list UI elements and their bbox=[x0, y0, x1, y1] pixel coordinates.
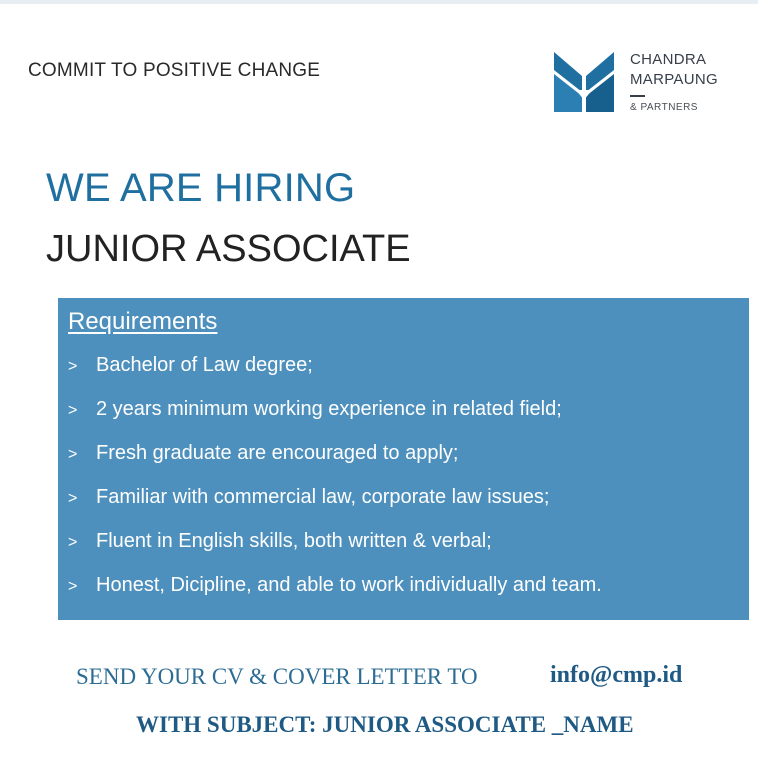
logo-name-line3: & PARTNERS bbox=[630, 102, 698, 113]
requirement-text: 2 years minimum working experience in related field; bbox=[96, 398, 562, 420]
position-title: JUNIOR ASSOCIATE bbox=[46, 228, 411, 270]
company-logo bbox=[552, 46, 752, 126]
bullet-chevron-icon: > bbox=[68, 490, 78, 507]
requirement-text: Bachelor of Law degree; bbox=[96, 354, 313, 376]
requirements-list bbox=[68, 354, 602, 618]
cta-subject: WITH SUBJECT: JUNIOR ASSOCIATE _NAME bbox=[136, 712, 634, 737]
bullet-chevron-icon: > bbox=[68, 446, 78, 463]
bullet-chevron-icon: > bbox=[68, 358, 78, 375]
requirement-text: Honest, Dicipline, and able to work individually and team. bbox=[96, 574, 602, 596]
logo-name-line1: CHANDRA bbox=[630, 51, 707, 68]
logo-wordmark bbox=[630, 50, 718, 90]
tagline: COMMIT TO POSITIVE CHANGE bbox=[28, 60, 321, 81]
requirements-title: Requirements bbox=[68, 308, 218, 335]
top-divider bbox=[0, 0, 758, 4]
cta-instruction: SEND YOUR CV & COVER LETTER TO bbox=[76, 664, 478, 689]
bullet-chevron-icon: > bbox=[68, 402, 78, 419]
requirement-text: Familiar with commercial law, corporate law issues; bbox=[96, 486, 550, 508]
logo-divider bbox=[630, 95, 645, 97]
list-item bbox=[68, 530, 602, 574]
list-item bbox=[68, 486, 602, 530]
hiring-heading: WE ARE HIRING bbox=[46, 166, 356, 210]
requirement-text: Fresh graduate are encouraged to apply; bbox=[96, 442, 459, 464]
cmp-logo-mark-icon bbox=[552, 46, 616, 116]
logo-name-line2: MARPAUNG bbox=[630, 71, 718, 88]
contact-email: info@cmp.id bbox=[550, 662, 683, 688]
list-item bbox=[68, 398, 602, 442]
requirement-text: Fluent in English skills, both written & verbal; bbox=[96, 530, 492, 552]
list-item bbox=[68, 574, 602, 618]
list-item bbox=[68, 354, 602, 398]
bullet-chevron-icon: > bbox=[68, 578, 78, 595]
requirements-panel bbox=[58, 298, 749, 620]
bullet-chevron-icon: > bbox=[68, 534, 78, 551]
list-item bbox=[68, 442, 602, 486]
